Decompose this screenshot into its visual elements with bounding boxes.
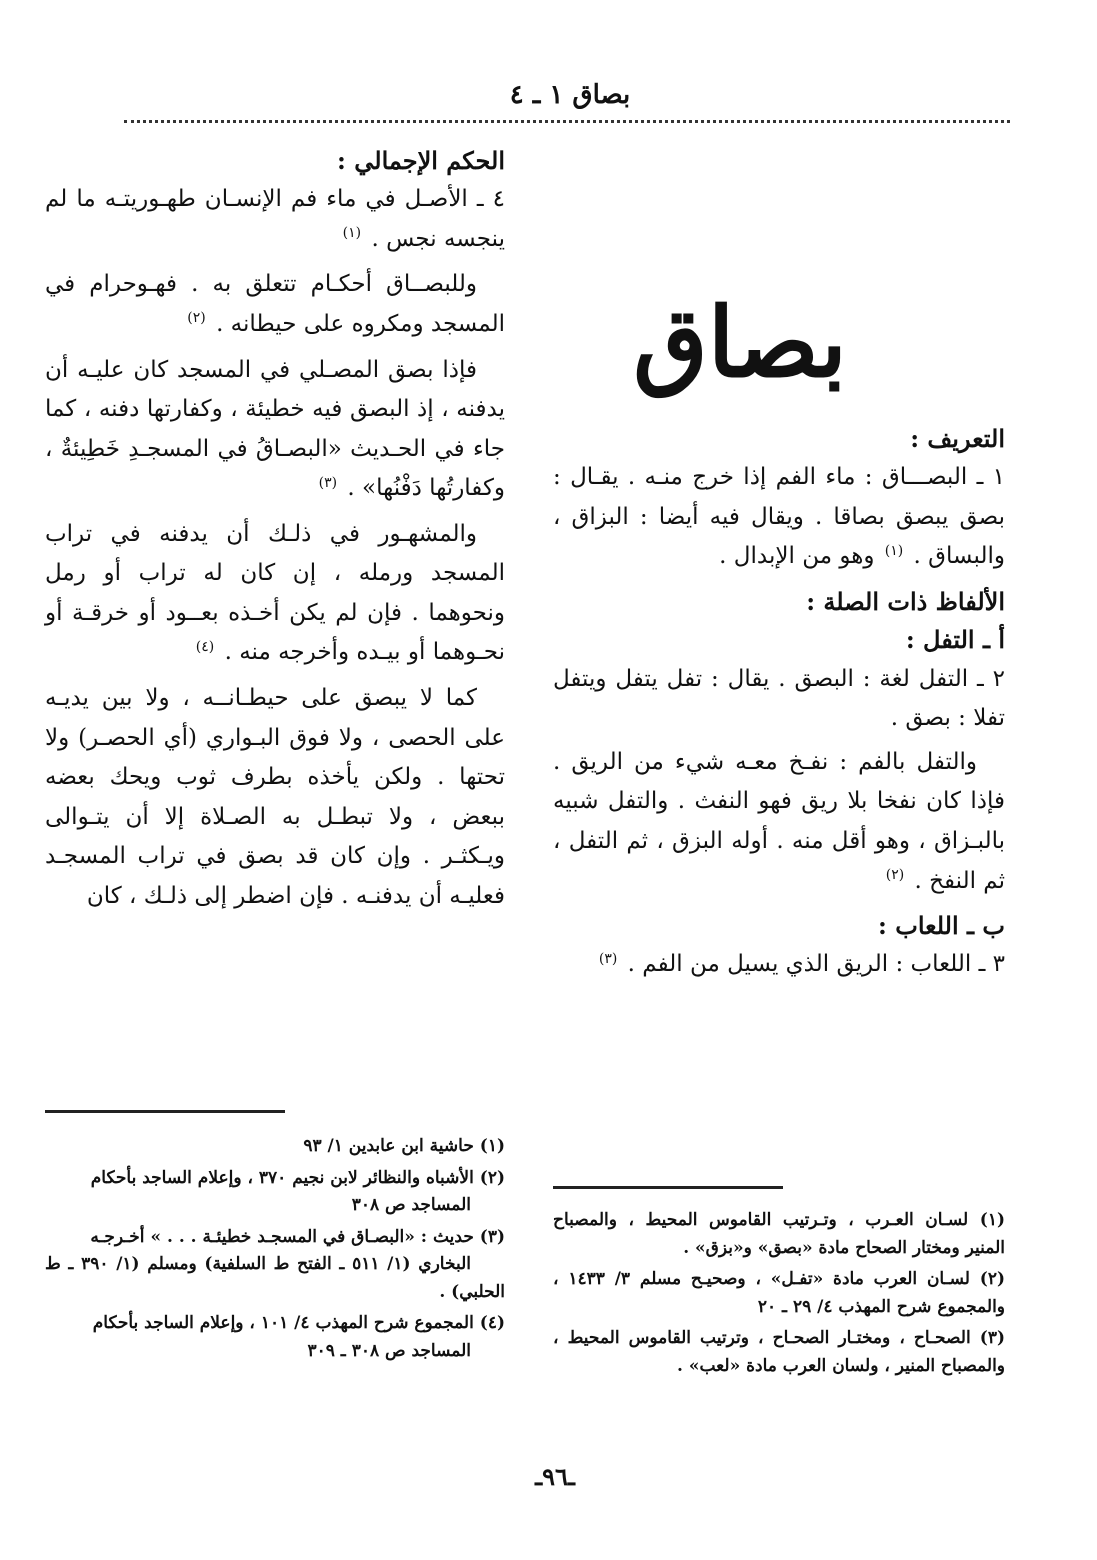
- footnote-line: (٤) المجموع شرح المهذب ٤/ ١٠١ ، وإعلام الساجد بأحكام: [92, 1313, 505, 1334]
- paragraph-4-text: ٣ ـ اللعاب : الريق الذي يسيل من الفم .: [627, 951, 1005, 978]
- paragraph-1-text: ١ ـ البصـــاق : ماء الفم إذا خرج منـه . يقـال : بصق يبصق بصاقا . ويقال فيه أيضا : البزاق ، والبساق .: [553, 464, 1005, 570]
- paragraph-3: [553, 743, 1005, 901]
- paragraph-5: [45, 180, 505, 259]
- paragraph-4: [553, 945, 1005, 985]
- paragraph-3-text: والتفل بالفم : نفـخ معـه شيء من الريق . فإذا كان نفخا بلا ريق فهو النفث . والتفل شبيه بالبـزاق ، وهو أقل منه . أوله البزق ، ثم التفل ، ثم النفخ .: [553, 748, 1005, 894]
- paragraph-6-text: وللبصــاق أحكـام تتعلق به . فهـوحرام في المسجد ومكروه على حيطانه .: [45, 271, 505, 338]
- running-header: بصاق ١ ـ ٤: [509, 80, 631, 110]
- page-number: ـ٩٦ـ: [535, 1462, 575, 1491]
- ruling-heading: الحكم الإجمالي :: [337, 146, 505, 175]
- footnote-ref: (٢): [885, 866, 905, 883]
- paragraph-2: ٢ ـ التفل لغة : البصق . يقال : تفل يتفل ويتفل تفلا : بصق .: [553, 665, 1005, 732]
- paragraph-1-tail: وهو من الإبدال .: [719, 543, 875, 570]
- footnote-ref: (٤): [195, 638, 215, 655]
- footnote-item: (٣) الصحـاح ، ومختـار الصحـاح ، وترتيب القاموس المحيط ، والمصباح المنير ، ولسان العرب مادة «لعب» .: [553, 1328, 1005, 1376]
- related-terms-heading: الألفاظ ذات الصلة :: [806, 587, 1005, 617]
- article-title: بصاق: [633, 286, 847, 399]
- footnote-line: (٢) الأشباه والنظائر لابن نجيم ٣٧٠ ، وإعلام الساجد بأحكام: [90, 1167, 505, 1188]
- subheading-a: أ ـ التفل :: [905, 625, 1005, 655]
- footnote-item: [45, 1165, 505, 1220]
- paragraph-6: [45, 265, 505, 344]
- definition-heading: التعريف :: [910, 424, 1005, 453]
- footnote-ref: (١): [884, 542, 904, 559]
- paragraph-9: كما لا يبصق على حيطـانــه ، ولا بين يديـه على الحصى ، ولا فوق البـواري (أي الحصـر) ولا تحتها . ولكن يأخذه بطرف ثوب ويحك بعضه ببعض ، ولا تبطـل به الصـلاة إلا أن يتـوالى ويـكثـر . وإن كان قد بصق في تراب المسجـد فعليـه أن يدفنـه . فإن اضطر إلى ذلـك ، كان: [45, 684, 505, 909]
- paragraph-7-text: فإذا بصق المصـلي في المسجد كان عليـه أن يدفنه ، إذ البصق فيه خطيئة ، وكفارتها دفنه ، كما جاء في الحـديث «البصـاقُ في المسجـدِ خَطِيئةٌ ، وكفارتُها دَفْنُها» .: [45, 356, 505, 502]
- footnote-item: [45, 1133, 505, 1161]
- footnote-ref: (١): [342, 225, 362, 242]
- right-column: [553, 420, 1005, 985]
- footnote-continuation: البخاري (١/ ٥١١ ـ الفتح ط السلفية) ومسلم (١/ ٣٩٠ ـ ط الحلبي) .: [45, 1254, 505, 1302]
- subheading-b: ب ـ اللعاب :: [878, 911, 1005, 941]
- footnote-item: [45, 1224, 505, 1307]
- footnote-item: (٢) لسـان العرب مادة «تفـل» ، وصحيـح مسلم ٣/ ١٤٣٣ ، والمجموع شرح المهذب ٤/ ٢٩ ـ ٢٠: [553, 1269, 1005, 1317]
- footnote-ref: (٣): [598, 950, 618, 967]
- footnote-line: (١) حاشية ابن عابدين ١/ ٩٣: [303, 1136, 505, 1156]
- footnote-item: (١) لسـان العـرب ، وتـرتيب القاموس المحيط ، والمصباح المنير ومختار الصحاح مادة «بصق» و«بزق» .: [553, 1210, 1005, 1258]
- footnote-ref: (٣): [318, 474, 338, 491]
- footnote-item: [45, 1310, 505, 1365]
- left-column: [45, 142, 505, 916]
- footnote-line: (٣) حديث : «البصـاق في المسجـد خطيئـة . . . » أخـرجـه: [90, 1226, 505, 1247]
- paragraph-1: [553, 458, 1005, 577]
- paragraph-8-text: والمشهـور في ذلـك أن يدفنه في تراب المسجد ورمله ، إن كان له تراب أو رمل ونحوهما . فإن لم يكن أخـذه بعــود أو خرقـة أو نحـوهما أو بيـده وأخرجه منه .: [45, 520, 505, 666]
- paragraph-5-text: ٤ ـ الأصـل في ماء فم الإنسـان طهـوريتـه ما لم ينجسه نجس .: [45, 186, 505, 252]
- footnote-ref: (٢): [187, 310, 206, 327]
- left-footnotes: [45, 1110, 505, 1369]
- paragraph-7: [45, 351, 505, 509]
- paragraph-8: [45, 515, 505, 673]
- header-dotted-rule: [124, 120, 1010, 123]
- footnote-continuation: المساجد ص ٣٠٨ ـ ٣٠٩: [307, 1340, 471, 1361]
- right-footnotes: [553, 1186, 1005, 1384]
- footnote-continuation: المساجد ص ٣٠٨: [351, 1195, 471, 1216]
